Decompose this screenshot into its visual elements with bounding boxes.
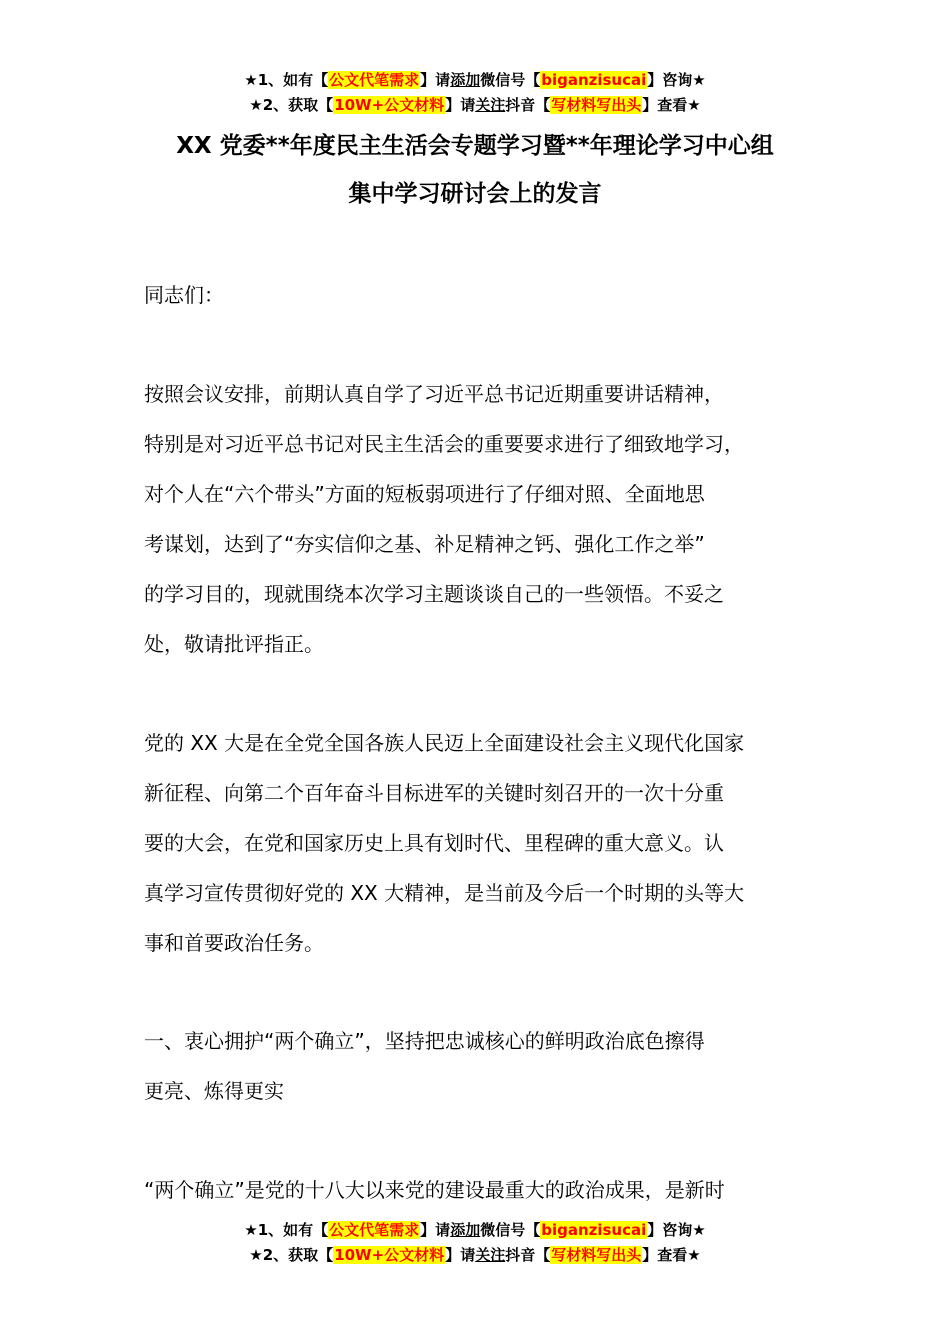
promo-highlight: biganzisucai [541,71,647,89]
promo-line-1 [0,68,950,93]
promo-emphasis: 添加 [450,71,481,89]
promo-text: 】请 [445,1246,476,1264]
promo-text: 】查看★ [642,96,701,114]
promo-text: 抖音【 [505,1246,551,1264]
heading-line: 更亮、炼得更实 [144,1079,284,1103]
paragraph-2 [144,718,844,968]
salutation [144,270,844,320]
salutation-text: 同志们： [144,283,224,307]
promo-highlight: 公文代笔需求 [329,1221,420,1239]
promo-text: 】查看★ [642,1246,701,1264]
bottom-promo-banner [0,1218,950,1268]
promo-text: 】咨询★ [647,71,706,89]
paragraph-line: 要的大会，在党和国家历史上具有划时代、里程碑的重大意义。认 [144,831,724,855]
promo-highlight: 10W+公文材料 [334,96,445,114]
paragraph-line: 真学习宣传贯彻好党的 XX 大精神，是当前及今后一个时期的头等大 [144,881,745,905]
top-promo-banner [0,68,950,118]
promo-text: 】请 [420,1221,451,1239]
promo-text: ★1、如有【 [244,1221,329,1239]
paragraph-line: “两个确立”是党的十八大以来党的建设最重大的政治成果，是新时 [144,1178,725,1202]
promo-text: ★2、获取【 [249,1246,334,1264]
promo-highlight: 写材料写出头 [551,96,642,114]
promo-text: ★2、获取【 [249,96,334,114]
promo-text: ★1、如有【 [244,71,329,89]
promo-text: 】请 [420,71,451,89]
paragraph-3 [144,1165,844,1215]
section-heading-1 [144,1016,844,1116]
promo-text: 】咨询★ [647,1221,706,1239]
paragraph-line: 考谋划，达到了“夯实信仰之基、补足精神之钙、强化工作之举” [144,532,705,556]
promo-emphasis: 添加 [450,1221,481,1239]
heading-line: 一、衷心拥护“两个确立”，坚持把忠诚核心的鲜明政治底色擦得 [144,1029,705,1053]
paragraph-line: 对个人在“六个带头”方面的短板弱项进行了仔细对照、全面地思 [144,482,705,506]
promo-text: 微信号【 [480,1221,541,1239]
title-line: 集中学习研讨会上的发言 [348,181,602,207]
promo-emphasis: 关注 [475,1246,506,1264]
paragraph-line: 按照会议安排，前期认真自学了习近平总书记近期重要讲话精神， [144,382,724,406]
promo-line-2 [0,93,950,118]
promo-highlight: 公文代笔需求 [329,71,420,89]
paragraph-line: 事和首要政治任务。 [144,931,324,955]
paragraph-line: 处，敬请批评指正。 [144,632,324,656]
promo-text: 微信号【 [480,71,541,89]
promo-highlight: 写材料写出头 [551,1246,642,1264]
promo-highlight: biganzisucai [541,1221,647,1239]
promo-line-1 [0,1218,950,1243]
paragraph-line: 新征程、向第二个百年奋斗目标进军的关键时刻召开的一次十分重 [144,781,724,805]
document-title [0,122,950,218]
paragraph-line: 特别是对习近平总书记对民主生活会的重要要求进行了细致地学习， [144,432,744,456]
paragraph-line: 党的 XX 大是在全党全国各族人民迈上全面建设社会主义现代化国家 [144,731,745,755]
promo-emphasis: 关注 [475,96,506,114]
promo-text: 抖音【 [505,96,551,114]
title-line: XX 党委**年度民主生活会专题学习暨**年理论学习中心组 [176,133,774,159]
promo-line-2 [0,1243,950,1268]
paragraph-line: 的学习目的，现就围绕本次学习主题谈谈自己的一些领悟。不妥之 [144,582,724,606]
paragraph-1 [144,369,844,669]
promo-text: 】请 [445,96,476,114]
promo-highlight: 10W+公文材料 [334,1246,445,1264]
